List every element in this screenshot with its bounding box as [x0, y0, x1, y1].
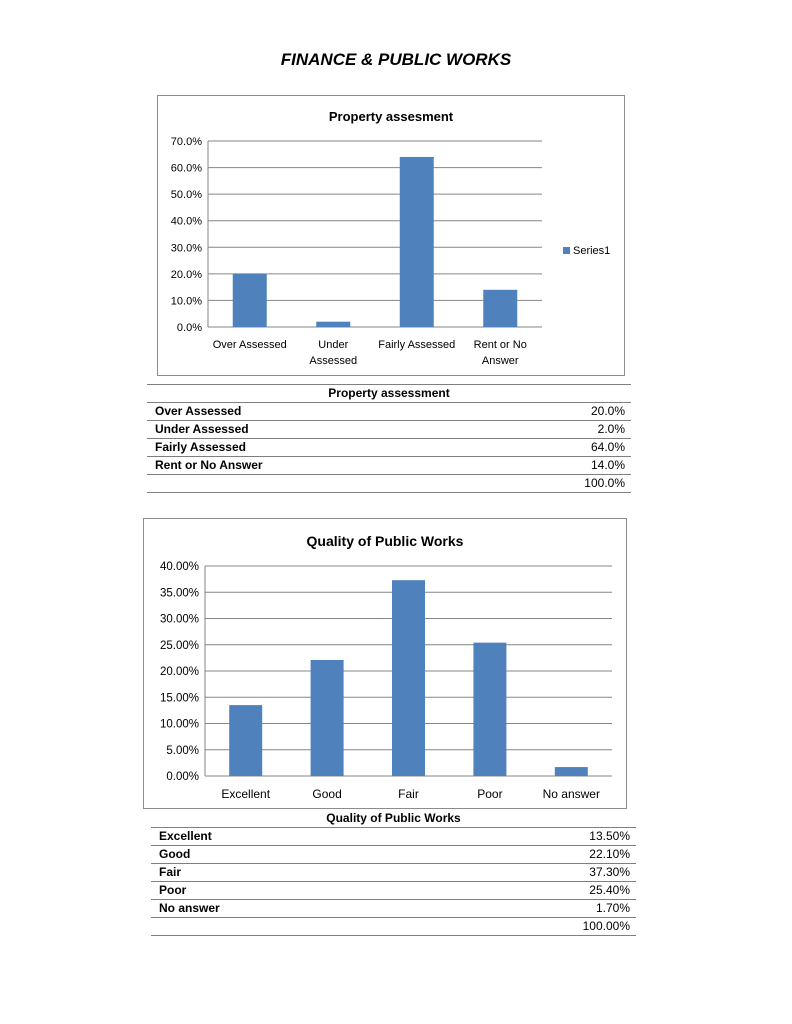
- y-tick-label: 15.00%: [159, 692, 199, 705]
- table-row: [151, 882, 636, 900]
- table-total-row: [151, 918, 636, 936]
- x-tick-label: No answer: [542, 787, 600, 801]
- row-label: Fairly Assessed: [147, 439, 489, 457]
- table-row: [151, 900, 636, 918]
- x-tick-label: Rent or No: [473, 339, 527, 351]
- bar: [311, 660, 344, 776]
- y-tick-label: 0.00%: [166, 771, 199, 783]
- row-value: 37.30%: [423, 864, 636, 882]
- y-tick-label: 25.00%: [159, 639, 199, 652]
- table-row: [147, 421, 631, 439]
- row-value: 2.0%: [489, 421, 631, 439]
- x-tick-label: Under: [318, 339, 349, 351]
- row-label: Over Assessed: [147, 403, 489, 421]
- y-tick-label: 0.0%: [176, 322, 202, 334]
- table-row: [151, 828, 636, 846]
- row-value: 1.70%: [423, 900, 636, 918]
- works-chart: [143, 518, 627, 809]
- table-total-row: [147, 475, 631, 493]
- property-chart: [157, 95, 625, 376]
- x-tick-label: Excellent: [221, 787, 271, 801]
- y-tick-label: 30.00%: [159, 613, 199, 626]
- chart-title: Property assesment: [328, 109, 454, 124]
- y-tick-label: 10.0%: [170, 295, 202, 308]
- row-value: 64.0%: [489, 439, 631, 457]
- y-tick-label: 5.00%: [166, 744, 199, 757]
- y-tick-label: 35.00%: [159, 587, 199, 600]
- row-value: 25.40%: [423, 882, 636, 900]
- y-tick-label: 20.00%: [159, 666, 199, 678]
- table-row: [147, 457, 631, 475]
- row-value: 14.0%: [489, 457, 631, 475]
- x-tick-label: Good: [312, 787, 342, 801]
- table-row: [151, 864, 636, 882]
- legend-swatch: [563, 247, 570, 254]
- row-label: Excellent: [151, 828, 423, 846]
- bar: [473, 643, 506, 776]
- row-value: 13.50%: [423, 828, 636, 846]
- x-tick-label: Fairly Assessed: [378, 339, 456, 351]
- works-table-title: Quality of Public Works: [151, 810, 636, 828]
- row-value: 20.0%: [489, 403, 631, 421]
- legend-label: Series1: [573, 245, 611, 257]
- chart-title: Quality of Public Works: [306, 533, 464, 549]
- property-chart-svg: [158, 96, 624, 375]
- y-tick-label: 40.0%: [170, 215, 202, 228]
- table-row: [151, 846, 636, 864]
- table-row: [147, 439, 631, 457]
- property-table-title: Property assessment: [147, 385, 631, 403]
- works-chart-svg: [144, 519, 626, 808]
- bar: [555, 767, 588, 776]
- y-tick-label: 20.0%: [170, 268, 202, 281]
- bar: [392, 580, 425, 776]
- y-tick-label: 50.0%: [170, 189, 202, 202]
- table-row: [147, 403, 631, 421]
- row-label: Good: [151, 846, 423, 864]
- y-tick-label: 30.0%: [170, 242, 202, 255]
- row-value: 22.10%: [423, 846, 636, 864]
- x-tick-label: Over Assessed: [212, 339, 287, 351]
- page-title: FINANCE & PUBLIC WORKS: [280, 50, 512, 69]
- y-tick-label: 10.00%: [159, 718, 199, 731]
- y-tick-label: 40.00%: [159, 561, 199, 573]
- x-tick-label: Answer: [481, 355, 519, 367]
- x-tick-label: Fair: [398, 787, 419, 801]
- bar: [316, 322, 350, 327]
- row-label: No answer: [151, 900, 423, 918]
- y-tick-label: 60.0%: [170, 162, 202, 175]
- bar: [229, 705, 262, 776]
- row-label: Poor: [151, 882, 423, 900]
- row-label: Under Assessed: [147, 421, 489, 439]
- property-table: [147, 384, 631, 493]
- x-tick-label: Poor: [477, 787, 503, 801]
- bar: [400, 157, 434, 327]
- table-total: 100.0%: [489, 475, 631, 493]
- row-label: Fair: [151, 864, 423, 882]
- row-label: Rent or No Answer: [147, 457, 489, 475]
- bar: [483, 290, 517, 327]
- x-tick-label: Assessed: [309, 355, 358, 367]
- bar: [233, 274, 267, 327]
- table-total: 100.00%: [423, 918, 636, 936]
- works-table: [151, 810, 636, 936]
- y-tick-label: 70.0%: [170, 136, 202, 148]
